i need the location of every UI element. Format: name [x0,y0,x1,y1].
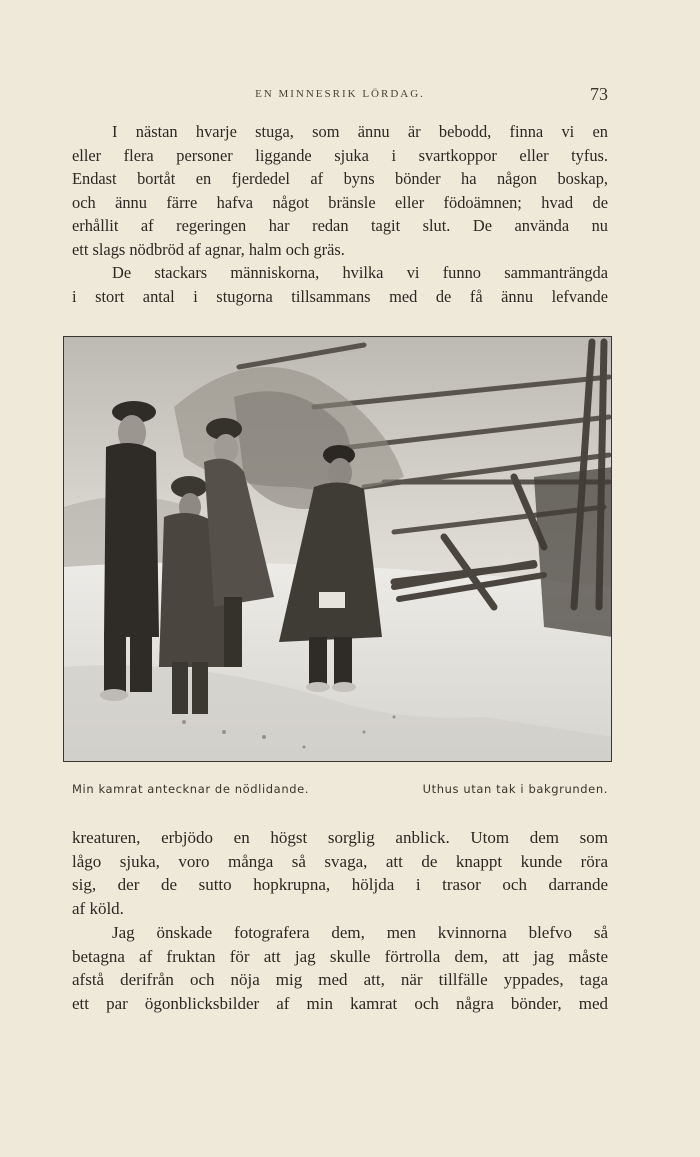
page-number: 73 [590,84,608,104]
paragraph-2 [72,261,608,308]
text-line: i stort antal i stugorna tillsammans med de få ännu lefvande [72,286,608,306]
text-line: ett slags nödbröd af agnar, halm och gräs. [72,239,345,259]
running-head [72,84,608,110]
paragraph-4 [72,921,608,1015]
caption-left: Min kamrat antecknar de nödlidande. [72,782,310,796]
text-line: kreaturen, erbjödo en högst sorglig anblick. Utom dem som [72,828,608,847]
text-line: erhållit af regeringen har redan tagit slut. De använda nu [72,216,608,236]
paragraph-3 [72,826,608,920]
text-line: af köld. [72,898,124,918]
text-line: afstå derifrån och nöja mig med att, när tillfälle yppades, taga [72,970,608,990]
text-line: betagna af fruktan för att jag skulle förtrolla dem, att jag måste [72,946,608,966]
paragraph-1 [72,120,608,262]
text-line: sig, der de sutto hopkrupna, höljda i trasor och darrande [72,875,608,895]
text-line: Endast bortåt en fjerdedel af byns bönder ha någon boskap, [72,169,608,189]
text-line: De stackars människorna, hvilka vi funno sammanträngda [112,263,608,282]
text-line: ett par ögonblicksbilder af min kamrat och några bönder, med [72,993,608,1013]
text-line: och ännu färre hafva något bränsle eller födoämnen; hvad de [72,192,608,212]
photograph-illustration [64,337,612,762]
text-line: lågo sjuka, voro många så svaga, att de knappt kunde röra [72,851,608,871]
running-title: EN MINNESRIK LÖRDAG. [255,88,425,100]
text-line: I nästan hvarje stuga, som ännu är bebodd, finna vi en [112,122,608,141]
text-line: Jag önskade fotografera dem, men kvinnorna blefvo så [112,923,608,942]
caption-right: Uthus utan tak i bakgrunden. [422,782,608,796]
photograph [63,336,612,762]
text-line: eller flera personer liggande sjuka i svartkoppor eller tyfus. [72,145,608,165]
